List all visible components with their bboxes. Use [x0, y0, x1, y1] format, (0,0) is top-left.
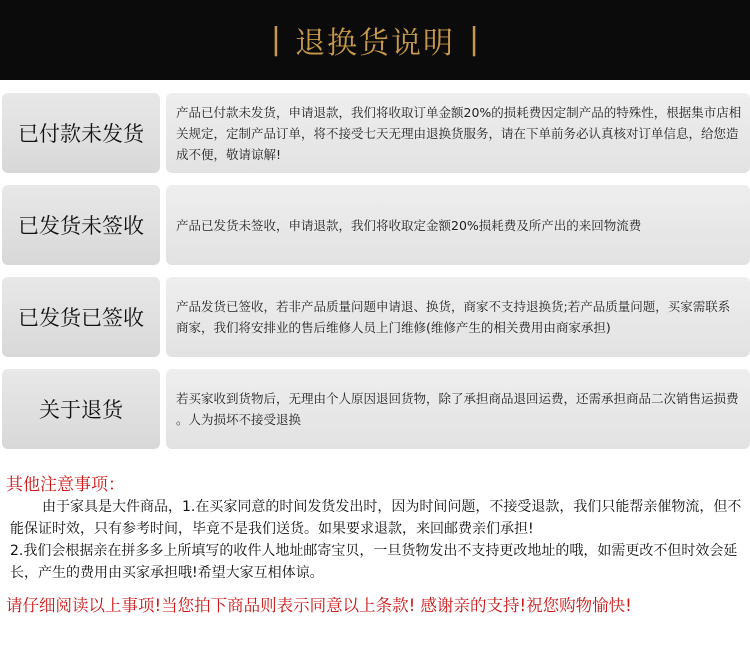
policy-label: 已发货已签收: [2, 277, 160, 357]
notes-paragraph-2: 2.我们会根据亲在拼多多上所填写的收件人地址邮寄宝贝，一旦货物发出不支持更改地址的哦，如需更改不但时效会延长，产生的费用由买家承担哦!希望大家互相体谅。: [10, 543, 738, 581]
notes-paragraph-1: 由于家具是大件商品，1.在买家同意的时间发货发出时，因为时间问题，不接受退款，我们只能帮亲催物流，但不能保证时效，只有参考时间，毕竟不是我们送货。如果要求退款，来回邮费亲们承担!: [10, 499, 742, 537]
policy-row-shipped-not-received: [0, 185, 750, 265]
policy-text: 产品发货已签收，若非产品质量问题申请退、换货，商家不支持退换货;若产品质量问题，买家需联系商家，我们将安排业的售后维修人员上门维修(维修产生的相关费用由商家承担): [166, 277, 750, 357]
policy-label: 关于退货: [2, 369, 160, 449]
policy-label: 已发货未签收: [2, 185, 160, 265]
policy-row-shipped-received: [0, 277, 750, 357]
notes-heading: 其他注意事项：: [6, 475, 125, 495]
title-bar-left: |: [270, 22, 281, 57]
policy-text: 产品已发货未签收，申请退款，我们将收取定金额20%损耗费及所产出的来回物流费: [166, 185, 750, 265]
policy-text: 产品已付款未发货，申请退款，我们将收取订单金额20%的损耗费因定制产品的特殊性，根据集市店相关规定，定制产品订单，将不接受七天无理由退换货服务，请在下单前务必认真核对订单信息，给您造成不便，敬请谅解!: [166, 93, 750, 173]
policy-label: 已付款未发货: [2, 93, 160, 173]
policy-row-returns: [0, 369, 750, 449]
title-bar-right: |: [469, 22, 480, 57]
policy-row-paid-not-shipped: [0, 93, 750, 173]
page-title: 退换货说明: [295, 26, 455, 61]
policy-text: 若买家收到货物后，无理由个人原因退回货物，除了承担商品退回运费，还需承担商品二次销售运损费 。人为损坏不接受退换: [166, 369, 750, 449]
page-header: [0, 0, 750, 80]
closing-notice: 请仔细阅读以上事项!当您拍下商品则表示同意以上条款! 感谢亲的支持!祝您购物愉快!: [6, 596, 632, 615]
